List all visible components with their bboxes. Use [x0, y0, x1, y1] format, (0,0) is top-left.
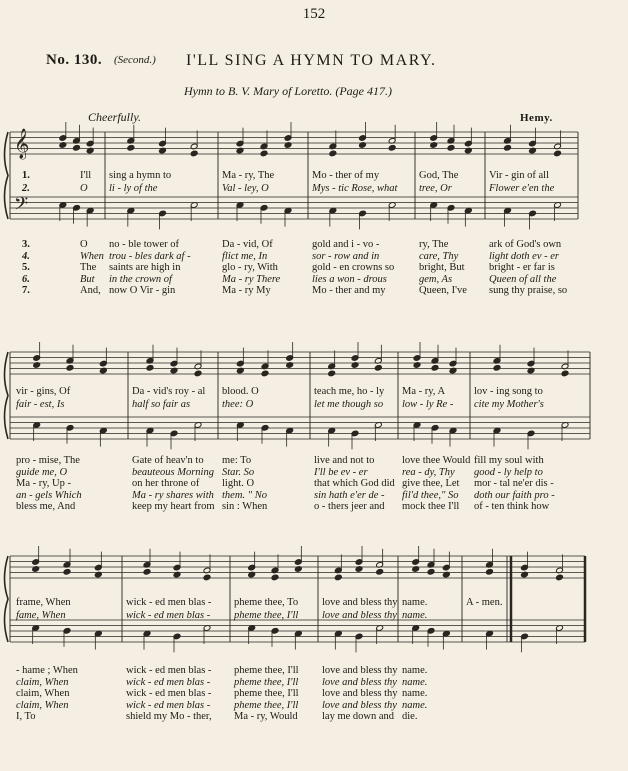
lyric-text: wick - ed men blas - [126, 597, 212, 608]
note-head [261, 370, 269, 377]
lyric-text: wick - ed men blas - [126, 676, 211, 688]
hymn-title: I'LL SING A HYMN TO MARY. [186, 52, 437, 69]
note-head [376, 569, 384, 576]
tempo-marking: Cheerfully. [88, 110, 141, 124]
note-head [73, 145, 81, 152]
lyric-text: in the crown of [109, 273, 172, 285]
lyric-text: cite my Mother's [474, 399, 544, 410]
tune-variant-label: (Second.) [114, 54, 156, 66]
lyric-text: name. [402, 597, 428, 608]
lyric-text: fil'd thee," So [402, 489, 459, 501]
lyric-text: pheme thee, I'll [234, 676, 299, 688]
lyric-text: ark of God's own [489, 239, 562, 250]
lyric-text: A - men. [466, 597, 503, 608]
lyric-text: Da - vid's roy - al [132, 386, 206, 397]
lyric-text: name. [402, 610, 428, 621]
lyric-text: Ma - ry My [222, 285, 271, 296]
lyric-text: doth our faith pro - [474, 489, 555, 501]
note-head [431, 365, 439, 372]
lyric-text: Ma - ry shares with [132, 489, 214, 501]
lyric-text: low - ly Re - [402, 399, 454, 410]
lyric-text: fame, When [16, 610, 66, 621]
lyric-text: bright, But [419, 262, 465, 273]
lyric-text: And, [80, 285, 101, 296]
lyric-text: tree, Or [419, 183, 452, 194]
lyric-text: now O Vir - gin [109, 285, 176, 296]
lyric-text: let me though so [314, 399, 384, 410]
lyric-text: claim, When [16, 699, 69, 711]
lyric-text: Ma - ry, The [222, 170, 275, 181]
lyric-text: love and bless thy [322, 665, 398, 676]
lyric-text: I'll be ev - er [314, 466, 368, 478]
bass-clef-icon: 𝄢 [14, 194, 29, 219]
verse-number: 1. [22, 170, 30, 181]
lyric-text: mor - tal ne'er dis - [474, 478, 554, 489]
note-head [427, 569, 435, 576]
verse-number: 2. [22, 183, 30, 194]
lyric-text: Mys - tic Rose, what [312, 183, 398, 194]
lyric-text: vir - gins, Of [16, 386, 71, 397]
note-head [493, 365, 501, 372]
lyric-text: love thee Would [402, 455, 471, 466]
lyric-text: no - ble tower of [109, 239, 179, 250]
lyric-text: that which God did [314, 478, 395, 489]
note-head [561, 370, 569, 377]
treble-clef-icon: 𝄞 [14, 129, 30, 159]
lyric-text: fair - est, Is [16, 399, 65, 410]
lyric-text: care, Thy [419, 250, 459, 262]
lyric-text: die. [402, 711, 418, 722]
note-head [203, 574, 211, 581]
note-head [374, 365, 382, 372]
lyric-text: bless me, And [16, 501, 76, 512]
verse-number: 5. [22, 262, 30, 273]
verse-number: 3. [22, 239, 30, 250]
lyric-text: When [80, 250, 104, 262]
lyric-text: wick - ed men blas - [126, 699, 211, 711]
lyric-text: lov - ing song to [474, 386, 543, 397]
lyric-text: Mo - ther of my [312, 170, 380, 181]
lyric-text: gold - en crowns so [312, 262, 395, 273]
lyric-text: half so fair as [132, 399, 191, 410]
lyric-text: teach me, ho - ly [314, 386, 385, 397]
lyric-text: blood. O [222, 386, 259, 397]
lyric-text: Ma - ry, A [402, 386, 446, 397]
lyric-text: flict me, In [222, 250, 268, 262]
lyric-text: name. [402, 699, 428, 711]
note-head [143, 569, 151, 576]
lyric-text: give thee, Let [402, 478, 460, 489]
lyric-text: o - thers jeer and [314, 501, 385, 512]
lyric-text: shield my Mo - ther, [126, 711, 212, 722]
note-head [63, 569, 71, 576]
lyric-text: mock thee I'll [402, 501, 460, 512]
lyric-text: lies a won - drous [312, 273, 387, 285]
note-head [486, 569, 494, 576]
lyric-text: Gate of heav'n to [132, 455, 204, 466]
note-head [146, 365, 154, 372]
lyric-text: God, The [419, 170, 459, 181]
lyric-text: Ma - ry, Up - [16, 478, 72, 489]
lyric-text: Da - vid, Of [222, 239, 273, 250]
lyric-text: ry, The [419, 239, 449, 250]
lyric-text: love and bless thy [322, 610, 397, 621]
lyric-text: I, To [16, 711, 36, 722]
lyric-text: saints are high in [109, 262, 181, 273]
lyric-text: an - gels Which [16, 489, 82, 501]
lyric-text: wick - ed men blas - [126, 665, 212, 676]
hymn-subtitle: Hymn to B. V. Mary of Loretto. (Page 417.) [184, 84, 392, 98]
verse-number: 4. [22, 250, 30, 262]
lyric-text: wick - ed men blas - [126, 688, 212, 699]
lyric-text: rea - dy, Thy [402, 466, 455, 478]
lyric-text: sin hath e'er de - [314, 489, 385, 501]
lyric-text: lay me down and [322, 711, 395, 722]
note-head [388, 145, 396, 152]
lyric-text: pro - mise, The [16, 455, 80, 466]
note-head [328, 370, 336, 377]
lyric-text: bright - er far is [489, 262, 555, 273]
lyric-text: Queen, I've [419, 285, 467, 296]
lyric-text: O [80, 183, 88, 194]
lyric-text: sor - row and in [312, 250, 380, 262]
note-head [66, 365, 74, 372]
lyric-text: I'll [80, 170, 92, 181]
lyric-text: Vir - gin of all [489, 170, 550, 181]
lyric-text: of - ten think how [474, 501, 550, 512]
note-head [329, 150, 337, 157]
lyric-text: Ma - ry, Would [234, 711, 298, 722]
lyric-text: pheme thee, I'll [234, 665, 299, 676]
lyric-text: love and bless thy [322, 676, 397, 688]
lyric-text: Star. So [222, 466, 255, 478]
note-head [554, 150, 562, 157]
verse-number: 7. [22, 285, 30, 296]
lyric-text: light doth ev - er [489, 250, 559, 262]
lyric-text: keep my heart from [132, 501, 215, 512]
lyric-text: love and bless thy [322, 597, 398, 608]
lyric-text: li - ly of the [109, 183, 158, 194]
lyric-text: - hame ; When [16, 665, 78, 676]
lyric-text: gem, As [419, 273, 453, 285]
lyric-text: pheme thee, I'll [234, 610, 299, 621]
lyric-text: them. " No [222, 489, 267, 501]
lyric-text: sing a hymn to [109, 170, 172, 181]
lyric-text: beauteous Morning [132, 466, 214, 478]
lyric-text: thee: O [222, 399, 254, 410]
lyric-text: live and not to [314, 455, 375, 466]
lyric-text: love and bless thy [322, 699, 397, 711]
lyric-text: Flower e'en the [489, 183, 555, 194]
note-head [190, 150, 198, 157]
lyric-text: Mo - ther and my [312, 285, 386, 296]
lyric-text: The [80, 262, 97, 273]
lyric-text: wick - ed men blas - [126, 610, 211, 621]
note-head [127, 145, 135, 152]
note-head [271, 574, 279, 581]
page-number: 152 [302, 6, 326, 22]
verse-number: 6. [22, 273, 30, 285]
lyric-text: claim, When [16, 676, 69, 688]
lyric-text: love and bless thy [322, 688, 398, 699]
note-head [334, 574, 342, 581]
lyric-text: trou - bles dark af - [109, 250, 191, 262]
note-head [194, 370, 202, 377]
system-brace [5, 132, 9, 219]
lyric-text: fill my soul with [474, 455, 544, 466]
lyric-text: glo - ry, With [222, 262, 278, 273]
lyric-text: on her throne of [132, 478, 200, 489]
system-brace [5, 352, 9, 439]
note-head [504, 145, 512, 152]
lyric-text: pheme thee, I'll [234, 688, 299, 699]
lyric-text: name. [402, 665, 428, 676]
system-brace [5, 556, 9, 642]
lyric-text: But [80, 273, 95, 285]
lyric-text: gold and i - vo - [312, 239, 380, 250]
lyric-text: name. [402, 688, 428, 699]
lyric-text: guide me, O [16, 466, 68, 478]
lyric-text: Queen of all the [489, 273, 557, 285]
lyric-text: Ma - ry There [222, 273, 281, 285]
lyric-text: frame, When [16, 597, 71, 608]
hymn-number: No. 130. [46, 52, 103, 68]
composer-name: Hemy. [520, 112, 553, 124]
note-head [260, 150, 268, 157]
lyric-text: name. [402, 676, 428, 688]
lyric-text: pheme thee, To [234, 597, 299, 608]
lyric-text: claim, When [16, 688, 70, 699]
lyric-text: light. O [222, 478, 255, 489]
lyric-text: pheme thee, I'll [234, 699, 299, 711]
lyric-text: me: To [222, 455, 252, 466]
lyric-text: sin : When [222, 501, 268, 512]
lyric-text: good - ly help to [474, 466, 543, 478]
lyric-text: O [80, 239, 88, 250]
lyric-text: sung thy praise, so [489, 285, 568, 296]
note-head [447, 145, 455, 152]
lyric-text: Val - ley, O [222, 183, 269, 194]
note-head [556, 574, 564, 581]
